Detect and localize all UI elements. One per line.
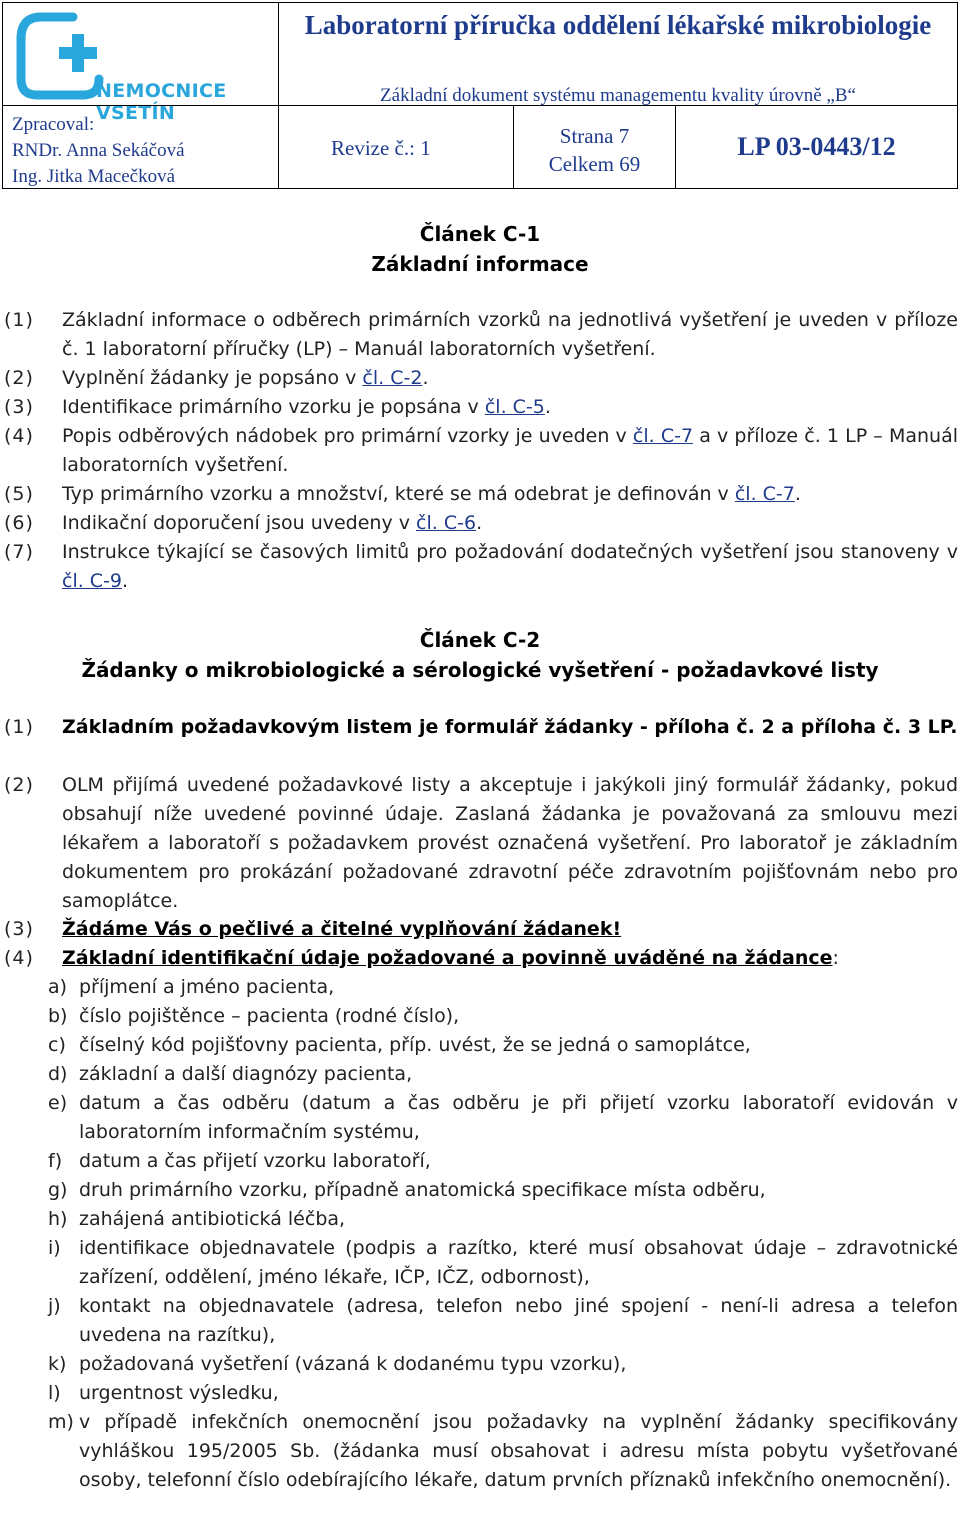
- list-item-label: d): [48, 1063, 68, 1085]
- list-item: [0, 1408, 958, 1495]
- list-item-label: i): [48, 1237, 61, 1259]
- paragraph-number: (6): [4, 512, 34, 534]
- author-block: [12, 112, 185, 190]
- list-item-text: základní a další diagnózy pacienta,: [79, 1063, 413, 1085]
- list-item: [0, 1292, 958, 1350]
- list-item-text: datum a čas odběru (datum a čas odběru je při přijetí vzorku laboratoří evidován v laboratorním informačním systému,: [79, 1092, 958, 1143]
- paragraph-number: (2): [4, 367, 34, 389]
- list-item-label: l): [48, 1382, 61, 1404]
- list-item: [0, 1234, 958, 1292]
- text-fragment: .: [544, 396, 551, 418]
- list-item-text: druh primárního vzorku, případně anatomická specifikace místa odběru,: [79, 1179, 766, 1201]
- link-cl-c7[interactable]: čl. C-7: [734, 483, 795, 505]
- paragraph-number: (2): [4, 774, 34, 796]
- link-cl-c9[interactable]: čl. C-9: [62, 570, 123, 592]
- paragraph-text: Základní informace o odběrech primárních vzorků na jednotlivá vyšetření je uveden v příloze č. 1 laboratorní příručky (LP) – Manuál laboratorních vyšetření.: [62, 309, 958, 360]
- list-item-label: c): [48, 1034, 66, 1056]
- revision-number: Revize č.: 1: [331, 136, 431, 160]
- document-subtitle: Základní dokument systému managementu kvality úrovně „B“: [380, 85, 856, 106]
- logo-cell: [2, 2, 279, 124]
- list-item: [0, 1379, 958, 1408]
- link-cl-c6[interactable]: čl. C-6: [416, 512, 477, 534]
- list-item-label: e): [48, 1092, 68, 1114]
- list-item-text: datum a čas přijetí vzorku laboratoří,: [79, 1150, 431, 1172]
- paragraph-number: (4): [4, 947, 34, 969]
- c2-paragraph-1: [0, 713, 958, 742]
- text-fragment: a v příloze č. 1 LP – Manuál laboratorních vyšetření.: [62, 425, 958, 476]
- c1-paragraph-2: [0, 364, 958, 393]
- author-label: Zpracoval:: [12, 114, 95, 135]
- paragraph-text: [62, 364, 958, 393]
- c1-paragraph-7: [0, 538, 958, 596]
- paragraph-number: (1): [4, 309, 34, 331]
- paragraph-text: [62, 393, 958, 422]
- text-fragment: .: [422, 367, 429, 389]
- list-item-text: číslo pojištěnce – pacienta (rodné číslo),: [79, 1005, 460, 1027]
- c1-paragraph-6: [0, 509, 958, 538]
- list-item: [0, 1205, 958, 1234]
- text-fragment: Typ primárního vzorku a množství, které se má odebrat je definován v: [62, 483, 735, 505]
- text-fragment: Instrukce týkající se časových limitů pro požadování dodatečných vyšetření jsou stanoveny v: [62, 541, 958, 563]
- code-cell: [675, 105, 958, 189]
- document-header: [0, 0, 960, 190]
- list-item-text: urgentnost výsledku,: [79, 1382, 279, 1404]
- list-item-label: k): [48, 1353, 67, 1375]
- page-total: Celkem 69: [548, 152, 641, 176]
- text-fragment: .: [476, 512, 483, 534]
- link-cl-c7[interactable]: čl. C-7: [632, 425, 694, 447]
- list-item: [0, 1089, 958, 1147]
- list-item-label: g): [48, 1179, 68, 1201]
- author-name-1: RNDr. Anna Sekáčová: [12, 140, 185, 161]
- list-item-text: zahájená antibiotická léčba,: [79, 1208, 346, 1230]
- logo-text: NEMOCNICE VSETÍN: [96, 80, 227, 124]
- c1-paragraph-4: [0, 422, 958, 480]
- text-fragment: .: [122, 570, 129, 592]
- list-item-label: h): [48, 1208, 68, 1230]
- list-item: [0, 1350, 958, 1379]
- list-item: [0, 973, 958, 1002]
- list-item-label: b): [48, 1005, 68, 1027]
- list-item-label: f): [48, 1150, 63, 1172]
- text-fragment: Identifikace primárního vzorku je popsána v: [62, 396, 485, 418]
- article-c1-number: Článek C-1: [419, 222, 541, 246]
- paragraph-number: (3): [4, 396, 34, 418]
- list-item: [0, 1031, 958, 1060]
- list-item-text: příjmení a jméno pacienta,: [79, 976, 335, 998]
- c1-paragraph-5: [0, 480, 958, 509]
- list-item: [0, 1147, 958, 1176]
- paragraph-text: [62, 422, 958, 480]
- document-title: Laboratorní příručka oddělení lékařské mikrobiologie: [304, 10, 932, 40]
- c1-paragraph-1: [0, 306, 958, 364]
- paragraph-number: (5): [4, 483, 34, 505]
- article-c1-heading: [0, 219, 960, 279]
- paragraph-number: (1): [4, 716, 34, 738]
- link-cl-c5[interactable]: čl. C-5: [484, 396, 545, 418]
- c2-paragraph-4: [0, 944, 958, 973]
- link-cl-c2[interactable]: čl. C-2: [362, 367, 423, 389]
- list-item-label: m): [48, 1411, 74, 1433]
- list-item: [0, 1176, 958, 1205]
- article-c2-heading: [0, 625, 960, 685]
- paragraph-number: (4): [4, 425, 34, 447]
- list-item: [0, 1002, 958, 1031]
- title-cell: [278, 2, 958, 106]
- paragraph-text: [62, 538, 958, 596]
- text-fragment: :: [832, 947, 839, 969]
- paragraph-text: [62, 944, 958, 973]
- article-c2-number: Článek C-2: [419, 628, 541, 652]
- list-item-text: číselný kód pojišťovny pacienta, příp. uvést, že se jedná o samoplátce,: [79, 1034, 751, 1056]
- text-fragment: Popis odběrových nádobek pro primární vzorky je uveden v: [62, 425, 633, 447]
- page-number: Strana 7: [559, 124, 630, 148]
- author-cell: [2, 105, 279, 189]
- paragraph-text: Žádáme Vás o pečlivé a čitelné vyplňování žádanek!: [62, 918, 622, 940]
- c1-paragraph-3: [0, 393, 958, 422]
- document-code: LP 03-0443/12: [737, 132, 896, 161]
- paragraph-text: OLM přijímá uvedené požadavkové listy a akceptuje i jakýkoli jiný formulář žádanky, pokud obsahují níže uvedené povinné údaje. Zaslaná žádanka je považovaná za smlouvu mezi lékařem a laboratoří s požadavkem provést označená vyšetření. Pro laboratoř je základním dokumentem pro prokázání požadované zdravotní péče zdravotním pojišťovnám nebo pro samoplátce.: [62, 774, 958, 912]
- page-cell: [513, 105, 676, 189]
- paragraph-text: [62, 509, 958, 538]
- author-name-2: Ing. Jitka Macečková: [12, 166, 176, 187]
- text-fragment: Indikační doporučení jsou uvedeny v: [62, 512, 417, 534]
- c2-paragraph-3: [0, 915, 958, 944]
- article-c2-title: Žádanky o mikrobiologické a sérologické vyšetření - požadavkové listy: [81, 658, 879, 682]
- paragraph-text: [62, 480, 958, 509]
- list-item-label: a): [48, 976, 68, 998]
- text-fragment: .: [794, 483, 801, 505]
- paragraph-text: Základním požadavkovým listem je formulář žádanky - příloha č. 2 a příloha č. 3 LP.: [62, 716, 958, 738]
- paragraph-number: (7): [4, 541, 34, 563]
- c2-paragraph-2: [0, 771, 958, 916]
- list-item-text: kontakt na objednavatele (adresa, telefon nebo jiné spojení - není-li adresa a telefon uvedena na razítku),: [79, 1295, 958, 1346]
- text-fragment: Základní identifikační údaje požadované a povinně uváděné na žádance: [62, 947, 833, 969]
- list-item-text: požadovaná vyšetření (vázaná k dodanému typu vzorku),: [79, 1353, 627, 1375]
- list-item-text: identifikace objednavatele (podpis a razítko, které musí obsahovat údaje – zdravotnické zařízení, oddělení, jméno lékaře, IČP, IČZ, odbornost),: [79, 1237, 958, 1288]
- article-c1-title: Základní informace: [371, 252, 589, 276]
- list-item: [0, 1060, 958, 1089]
- page-info: [514, 122, 675, 178]
- list-item-text: v případě infekčních onemocnění jsou požadavky na vyplnění žádanky specifikovány vyhláškou 195/2005 Sb. (žádanka musí obsahovat i adresu místa pobytu vyšetřované osoby, telefonní číslo odebírajícího lékaře, datum prvních příznaků infekčního onemocnění).: [79, 1411, 958, 1491]
- text-fragment: Vyplnění žádanky je popsáno v: [62, 367, 363, 389]
- list-item-label: j): [48, 1295, 61, 1317]
- paragraph-number: (3): [4, 918, 34, 940]
- revision-cell: [278, 105, 514, 189]
